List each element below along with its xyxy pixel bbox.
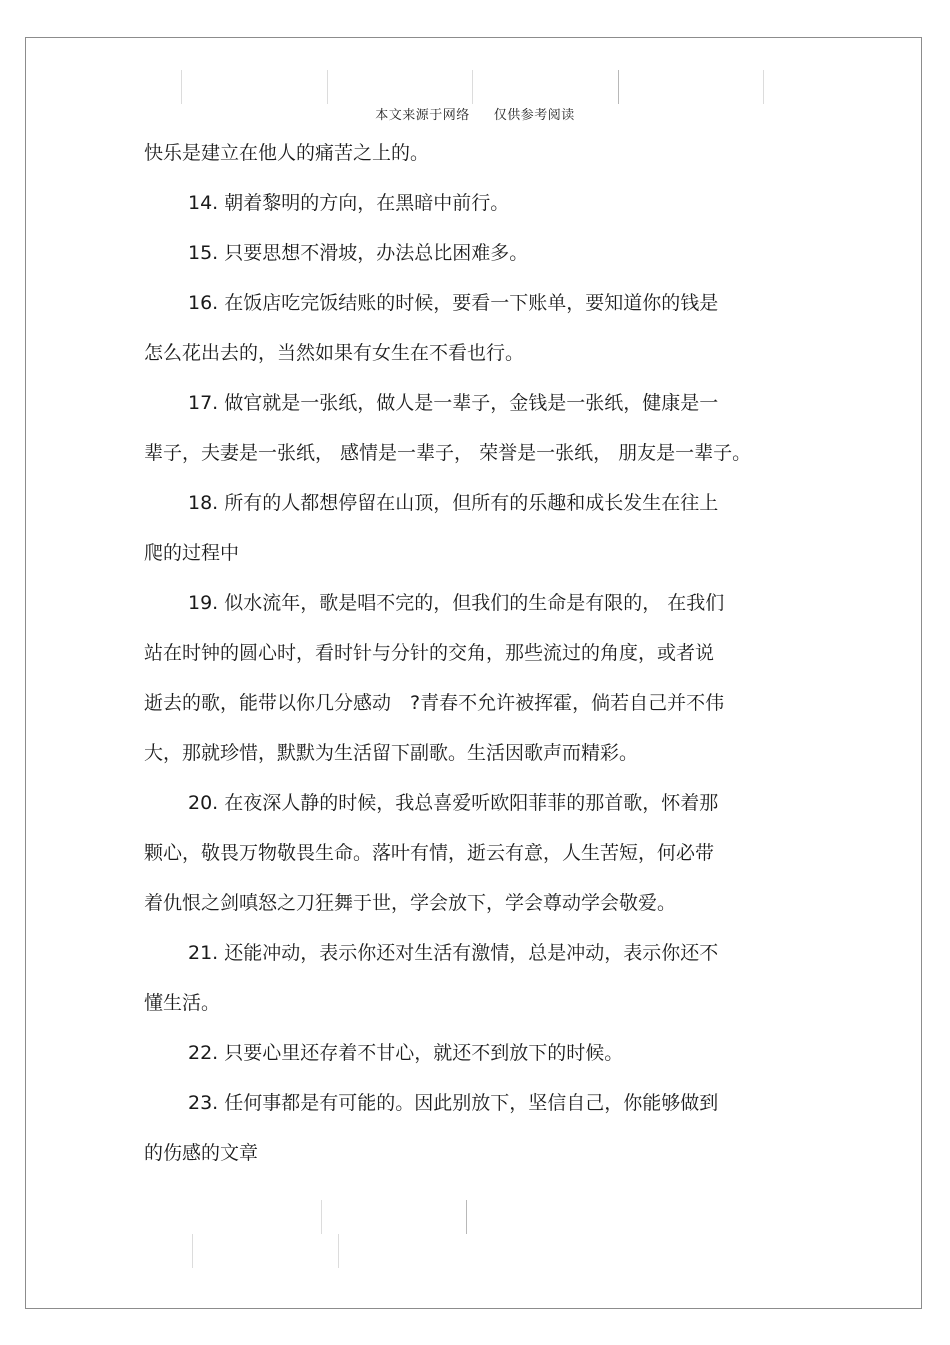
document-body <box>144 128 794 1178</box>
header-note <box>0 104 950 123</box>
text-line: 辈子，夫妻是一张纸， 感情是一辈子， 荣誉是一张纸， 朋友是一辈子。 <box>144 442 752 464</box>
text-line: 16. 在饭店吃完饭结账的时候，要看一下账单，要知道你的钱是 <box>188 292 719 314</box>
text-line: 18. 所有的人都想停留在山顶，但所有的乐趣和成长发生在往上 <box>188 492 719 514</box>
text-line: 的伤感的文章 <box>144 1142 259 1164</box>
text-line: 22. 只要心里还存着不甘心，就还不到放下的时候。 <box>188 1042 624 1064</box>
decorative-mark <box>327 70 328 104</box>
decorative-mark <box>472 70 473 104</box>
decorative-mark <box>321 1200 322 1234</box>
text-line: 快乐是建立在他人的痛苦之上的。 <box>144 142 430 164</box>
decorative-mark <box>181 70 182 104</box>
text-line: 23. 任何事都是有可能的。因此别放下，坚信自己，你能够做到 <box>188 1092 719 1114</box>
text-line: 逝去的歌，能带以你几分感动 ?青春不允许被挥霍，倘若自己并不伟 <box>144 692 725 714</box>
decorative-mark <box>763 70 764 104</box>
text-line: 14. 朝着黎明的方向，在黑暗中前行。 <box>188 192 510 214</box>
text-line: 颗心，敬畏万物敬畏生命。落叶有情，逝云有意，人生苦短，何必带 <box>144 842 715 864</box>
decorative-mark <box>192 1234 193 1268</box>
text-line: 怎么花出去的，当然如果有女生在不看也行。 <box>144 342 525 364</box>
header-source-text: 本文来源于网络 <box>375 108 470 123</box>
text-line: 15. 只要思想不滑坡，办法总比困难多。 <box>188 242 529 264</box>
header-reference-text: 仅供参考阅读 <box>493 108 575 123</box>
text-line: 大，那就珍惜，默默为生活留下副歌。生活因歌声而精彩。 <box>144 742 639 764</box>
text-line: 19. 似水流年，歌是唱不完的，但我们的生命是有限的， 在我们 <box>188 592 725 614</box>
text-line: 17. 做官就是一张纸，做人是一辈子，金钱是一张纸，健康是一 <box>188 392 719 414</box>
text-line: 站在时钟的圆心时，看时针与分针的交角，那些流过的角度，或者说 <box>144 642 715 664</box>
decorative-mark <box>338 1234 339 1268</box>
decorative-mark <box>466 1200 467 1234</box>
text-line: 爬的过程中 <box>144 542 240 564</box>
text-line: 着仇恨之剑嗔怒之刀狂舞于世，学会放下，学会尊动学会敬爱。 <box>144 892 677 914</box>
text-line: 懂生活。 <box>144 992 221 1014</box>
text-line: 21. 还能冲动，表示你还对生活有激情，总是冲动，表示你还不 <box>188 942 719 964</box>
decorative-mark <box>618 70 619 104</box>
text-line: 20. 在夜深人静的时候，我总喜爱听欧阳菲菲的那首歌，怀着那 <box>188 792 719 814</box>
